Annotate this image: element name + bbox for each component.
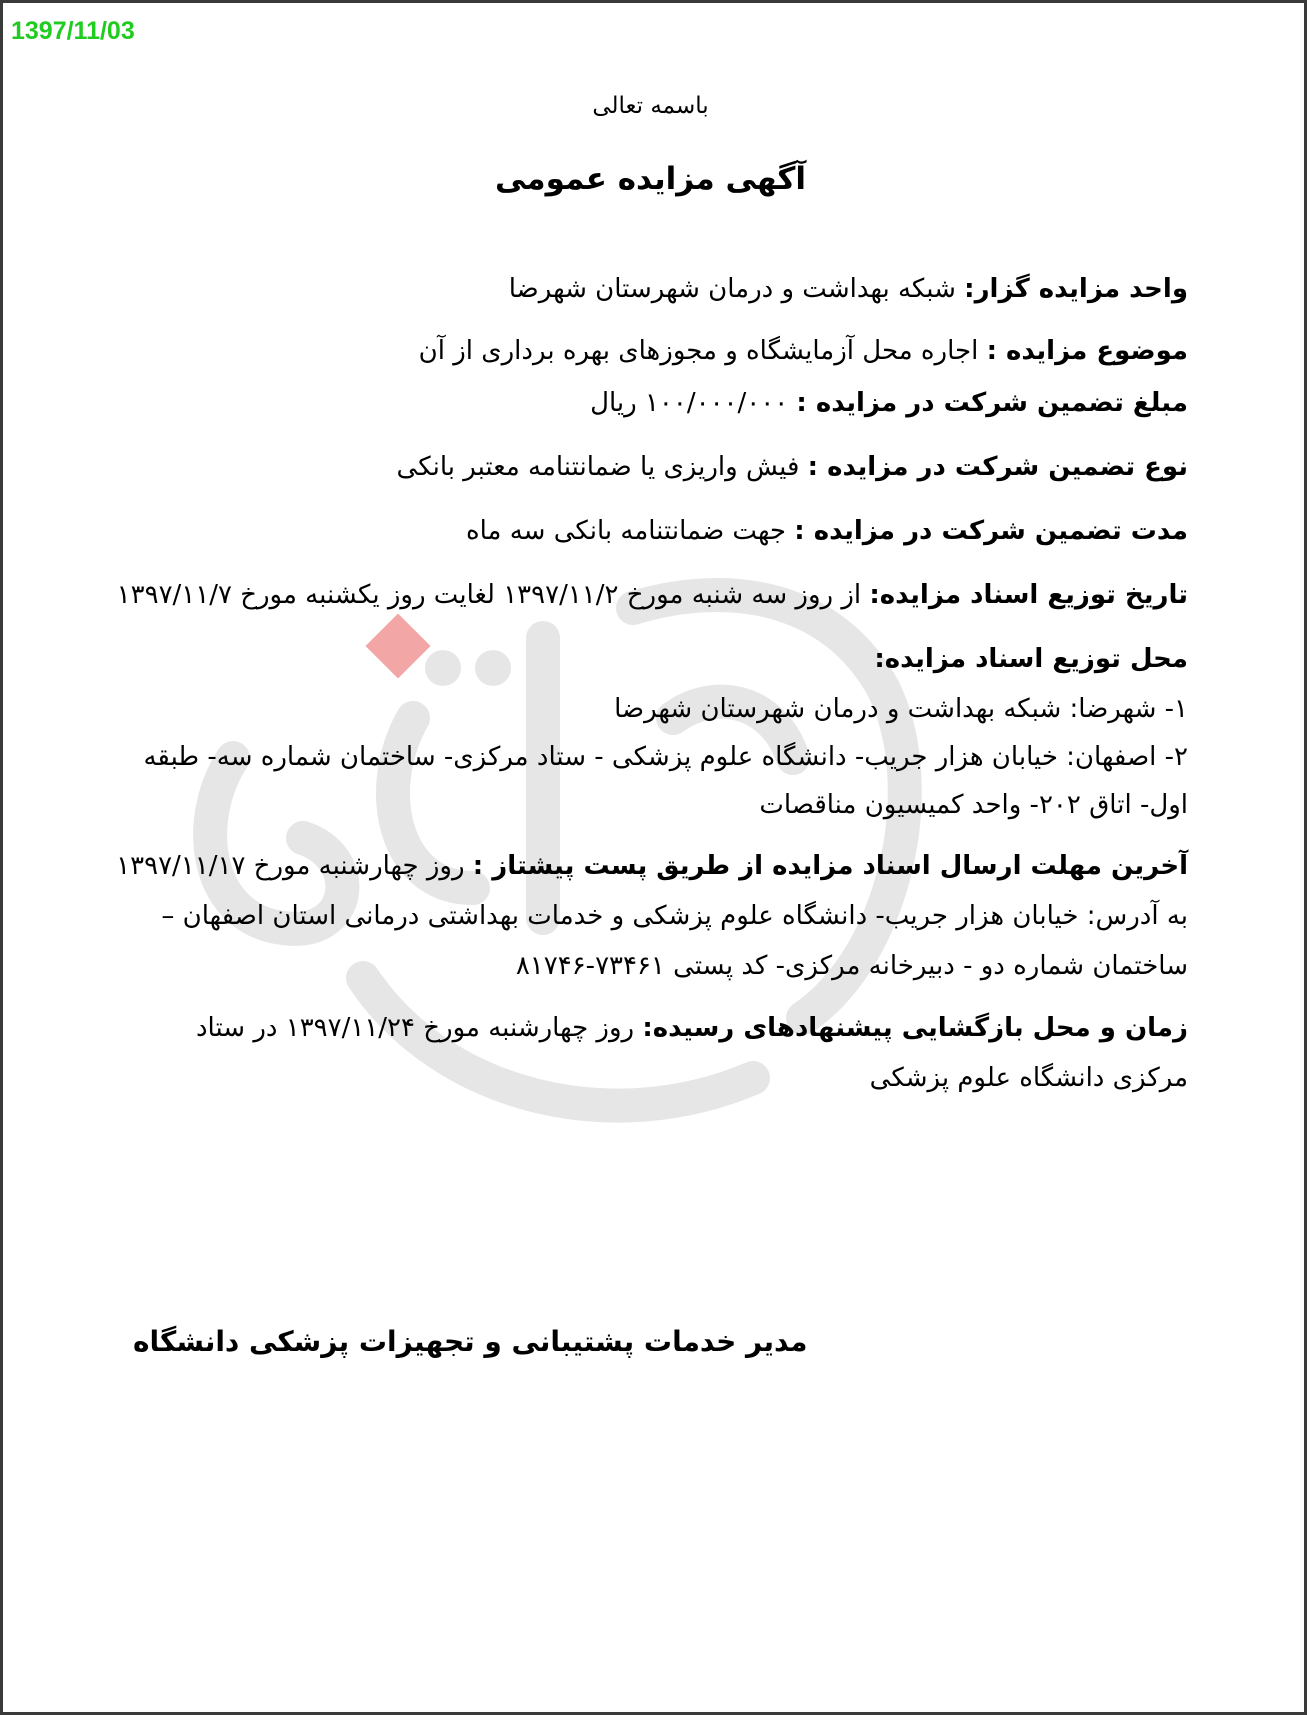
field-guarantee-duration xyxy=(113,505,1188,557)
field-deadline xyxy=(113,841,1188,991)
field-value: روز چهارشنبه مورخ ۱۳۹۷/۱۱/۲۴ در ستاد مرکزی دانشگاه علوم پزشکی xyxy=(195,1013,1188,1093)
date-stamp: 1397/11/03 xyxy=(11,17,135,45)
field-label: آخرین مهلت ارسال اسناد مزایده از طریق پست پیشتاز : xyxy=(472,851,1188,881)
field-label: نوع تضمین شرکت در مزایده : xyxy=(807,452,1188,482)
distribution-item-2: ۲- اصفهان: خیابان هزار جریب- دانشگاه علوم پزشکی - ستاد مرکزی- ساختمان شماره سه- طبقه اول- اتاق ۲۰۲- واحد کمیسیون مناقصات xyxy=(143,742,1188,820)
field-value: اجاره محل آزمایشگاه و مجوزهای بهره برداری از آن xyxy=(418,336,987,366)
field-value: فیش واریزی یا ضمانتنامه معتبر بانکی xyxy=(396,452,808,482)
field-label: محل توزیع اسناد مزایده: xyxy=(874,644,1188,674)
announcement-title: آگهی مزایده عمومی xyxy=(495,161,806,197)
distribution-item-1: ۱- شهرضا: شبکه بهداشت و درمان شهرستان شهرضا xyxy=(614,694,1188,724)
field-guarantee-type xyxy=(113,441,1188,493)
signature-title: مدیر خدمات پشتیبانی و تجهیزات پزشکی دانشگاه xyxy=(133,1325,808,1358)
field-label: زمان و محل بازگشایی پیشنهادهای رسیده: xyxy=(642,1013,1188,1043)
field-guarantee-amount xyxy=(113,377,1188,429)
basmala: باسمه تعالی xyxy=(592,93,709,119)
field-value: جهت ضمانتنامه بانکی سه ماه xyxy=(465,516,795,546)
field-subject xyxy=(113,325,1188,377)
field-value: شبکه بهداشت و درمان شهرستان شهرضا xyxy=(508,274,965,304)
field-value: ۱۰۰/۰۰۰/۰۰۰ ریال xyxy=(590,388,797,418)
field-label: مدت تضمین شرکت در مزایده : xyxy=(794,516,1188,546)
field-label: مبلغ تضمین شرکت در مزایده : xyxy=(796,388,1188,418)
field-label: واحد مزایده گزار: xyxy=(964,274,1188,304)
announcement-body xyxy=(113,93,1188,1103)
field-value: از روز سه شنبه مورخ ۱۳۹۷/۱۱/۲ لغایت روز یکشنبه مورخ ۱۳۹۷/۱۱/۷ xyxy=(116,580,870,610)
field-opening xyxy=(113,1003,1188,1103)
field-value: روز چهارشنبه مورخ ۱۳۹۷/۱۱/۱۷ به آدرس: خیابان هزار جریب- دانشگاه علوم پزشکی و خدمات بهداشتی درمانی استان اصفهان – ساختمان شماره دو - دبیرخانه مرکزی- کد پستی ۷۳۴۶۱-۸۱۷۴۶ xyxy=(116,851,1188,981)
field-distribution-date xyxy=(113,569,1188,621)
distribution-heading xyxy=(113,633,1188,685)
field-auctioneer xyxy=(113,263,1188,315)
field-label: تاریخ توزیع اسناد مزایده: xyxy=(869,580,1188,610)
field-label: موضوع مزایده : xyxy=(986,336,1188,366)
